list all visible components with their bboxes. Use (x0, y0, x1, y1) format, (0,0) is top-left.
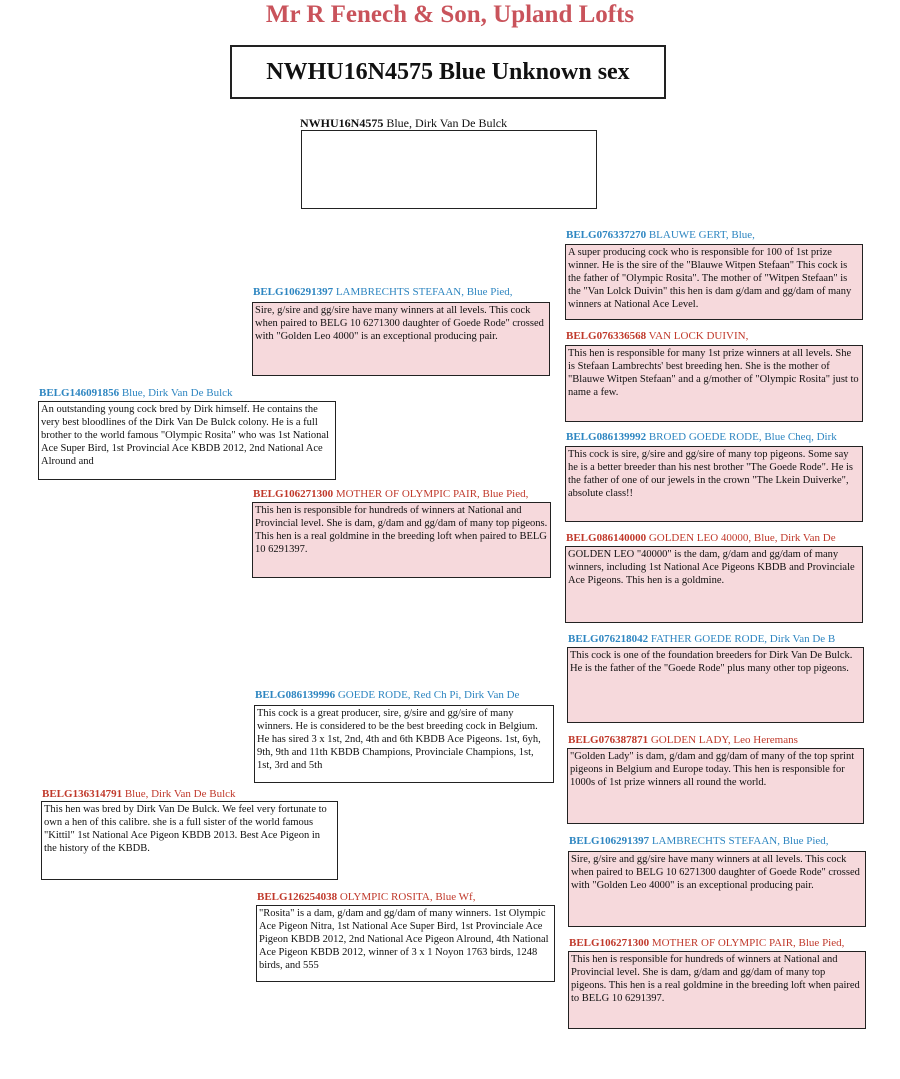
ds-sire-description: This cock is one of the foundation breeders for Dirk Van De Bulck. He is the father of the "Goede Rode" plus many other top pigeons. (567, 647, 864, 723)
ds-dam-details: GOLDEN LADY, Leo Heremans (648, 734, 798, 746)
ss-dam-details: VAN LOCK DUIVIN, (646, 330, 749, 342)
dam-sire-details: GOEDE RODE, Red Ch Pi, Dirk Van De (335, 689, 520, 701)
loft-title: Mr R Fenech & Son, Upland Lofts (265, 1, 635, 28)
dd-sire-description: Sire, g/sire and gg/sire have many winners at all levels. This cock when paired to BELG 10 6271300 daughter of Goede Rode" crossed with "Golden Leo 4000" is an exceptional producing pair. (568, 851, 866, 927)
sd-sire-description: This cock is sire, g/sire and gg/sire of many top pigeons. Some say he is a better breeder than his nest brother "The Goede Rode". He is the father of one of our jewels in the crown "The Lkein Duiverke", absolute class!! (565, 446, 863, 522)
sd-dam-ring: BELG086140000 (566, 532, 647, 544)
dam-ring: BELG136314791 (42, 788, 123, 800)
sire-dam-ring: BELG106271300 (253, 488, 334, 500)
ss-sire-label (566, 229, 896, 242)
sire-sire-ring: BELG106291397 (253, 286, 334, 298)
dd-sire-label (569, 835, 896, 848)
ss-sire-description: A super producing cock who is responsible for 100 of 1st prize winner. He is the sire of the "Blauwe Witpen Stefaan" This cock is the father of "Olympic Rosita". The mother of "Witpen Stefaan" is the "Van Lolck Duivin" this hen is dam g/dam and gg/dam of many winners at National Ace Level. (565, 244, 863, 320)
dam-dam-details: OLYMPIC ROSITA, Blue Wf, (337, 891, 476, 903)
subject-details: Blue, Dirk Van De Bulck (383, 116, 508, 130)
sd-sire-ring: BELG086139992 (566, 431, 647, 443)
dam-description: This hen was bred by Dirk Van De Bulck. We feel very fortunate to own a hen of this calibre. she is a full sister of the world famous "Kittil" 1st National Ace Pigeon KBDB 2013. Best Ace Pigeon in the history of the KBDB. (41, 801, 338, 880)
dd-sire-details: LAMBRECHTS STEFAAN, Blue Pied, (649, 835, 829, 847)
dd-dam-description: This hen is responsible for hundreds of winners at National and Provincial level. She is dam, g/dam and gg/dam of many top pigeons. This hen is a real goldmine in the breeding loft when paired to BELG 10 6291397. (568, 951, 866, 1029)
ss-dam-label (566, 330, 896, 343)
dam-sire-description: This cock is a great producer, sire, g/sire and gg/sire of many winners. He is considered to be the best breeding cock in Belgium. He has sired 3 x 1st, 2nd, 4th and 6th KBDB Ace Pigeons. 1st, 6yh, 9th, 9th and 11th KBDB Champions, Provinciale Champions, 1st, 1st, 3rd and 5th (254, 705, 554, 783)
dam-dam-label (257, 891, 557, 904)
dam-details: Blue, Dirk Van De Bulck (122, 788, 236, 800)
dam-sire-ring: BELG086139996 (255, 689, 336, 701)
sire-description: An outstanding young cock bred by Dirk himself. He contains the very best bloodlines of the Dirk Van De Bulck colony. He is a full brother to the world famous "Olympic Rosita" who was 1st National Ace Super Bird, 1st Provincial Ace KBDB 2012, 2nd National Ace Alround and (38, 401, 336, 480)
sire-sire-label (253, 286, 553, 299)
sire-sire-description: Sire, g/sire and gg/sire have many winners at all levels. This cock when paired to BELG 10 6271300 daughter of Goede Rode" crossed with "Golden Leo 4000" is an exceptional producing pair. (252, 302, 550, 376)
ss-dam-ring: BELG076336568 (566, 330, 647, 342)
dd-dam-label (569, 937, 896, 950)
ss-sire-ring: BELG076337270 (566, 229, 647, 241)
pigeon-title-box: NWHU16N4575 Blue Unknown sex (230, 45, 666, 99)
dam-dam-ring: BELG126254038 (257, 891, 338, 903)
dd-dam-details: MOTHER OF OLYMPIC PAIR, Blue Pied, (649, 937, 845, 949)
sire-dam-description: This hen is responsible for hundreds of winners at National and Provincial level. She is dam, g/dam and gg/dam of many top pigeons. This hen is a real goldmine in the breeding loft when paired to BELG 10 6291397. (252, 502, 551, 578)
sire-label (39, 387, 299, 400)
sire-dam-details: MOTHER OF OLYMPIC PAIR, Blue Pied, (333, 488, 529, 500)
sire-ring: BELG146091856 (39, 387, 120, 399)
sire-sire-details: LAMBRECHTS STEFAAN, Blue Pied, (333, 286, 513, 298)
sd-dam-details: GOLDEN LEO 40000, Blue, Dirk Van De (646, 532, 836, 544)
ds-sire-details: FATHER GOEDE RODE, Dirk Van De B (648, 633, 836, 645)
ds-dam-ring: BELG076387871 (568, 734, 649, 746)
sd-sire-label (566, 431, 896, 444)
ds-dam-description: "Golden Lady" is dam, g/dam and gg/dam of many of the top sprint pigeons in Belgium and Europe today. This hen is responsible for 1000s of 1st prize winners all round the world. (567, 748, 864, 824)
sd-dam-description: GOLDEN LEO "40000" is the dam, g/dam and gg/dam of many winners, including 1st National Ace Pigeons KBDB and Provinciale Ace Pigeons. This hen is a goldmine. (565, 546, 863, 623)
ds-sire-label (568, 633, 896, 646)
dam-sire-label (255, 689, 560, 702)
sd-sire-details: BROED GOEDE RODE, Blue Cheq, Dirk (646, 431, 837, 443)
dd-dam-ring: BELG106271300 (569, 937, 650, 949)
ss-dam-description: This hen is responsible for many 1st prize winners at all levels. She is Stefaan Lambrechts' best breeding hen. She is the mother of "Blauwe Witpen Stefaan" and a g/mother of "Olympic Rosita" just to name a few. (565, 345, 863, 422)
ds-dam-label (568, 734, 896, 747)
dam-label (42, 788, 302, 801)
sd-dam-label (566, 532, 896, 545)
ss-sire-details: BLAUWE GERT, Blue, (646, 229, 755, 241)
subject-label (300, 116, 507, 131)
sire-dam-label (253, 488, 563, 501)
subject-notes-box (301, 130, 597, 209)
dam-dam-description: "Rosita" is a dam, g/dam and gg/dam of many winners. 1st Olympic Ace Pigeon Nitra, 1st National Ace Super Bird, 1st Provinciale Ace Pigeon KBDB 2012, 2nd National Ace Pigeon Alround, 4th National Ace Pigeon KBDB 2012, winner of 3 x 1 Noyon 1763 birds, 1248 birds, and 555 (256, 905, 555, 982)
sire-details: Blue, Dirk Van De Bulck (119, 387, 233, 399)
subject-ring: NWHU16N4575 (300, 116, 384, 130)
ds-sire-ring: BELG076218042 (568, 633, 649, 645)
dd-sire-ring: BELG106291397 (569, 835, 650, 847)
